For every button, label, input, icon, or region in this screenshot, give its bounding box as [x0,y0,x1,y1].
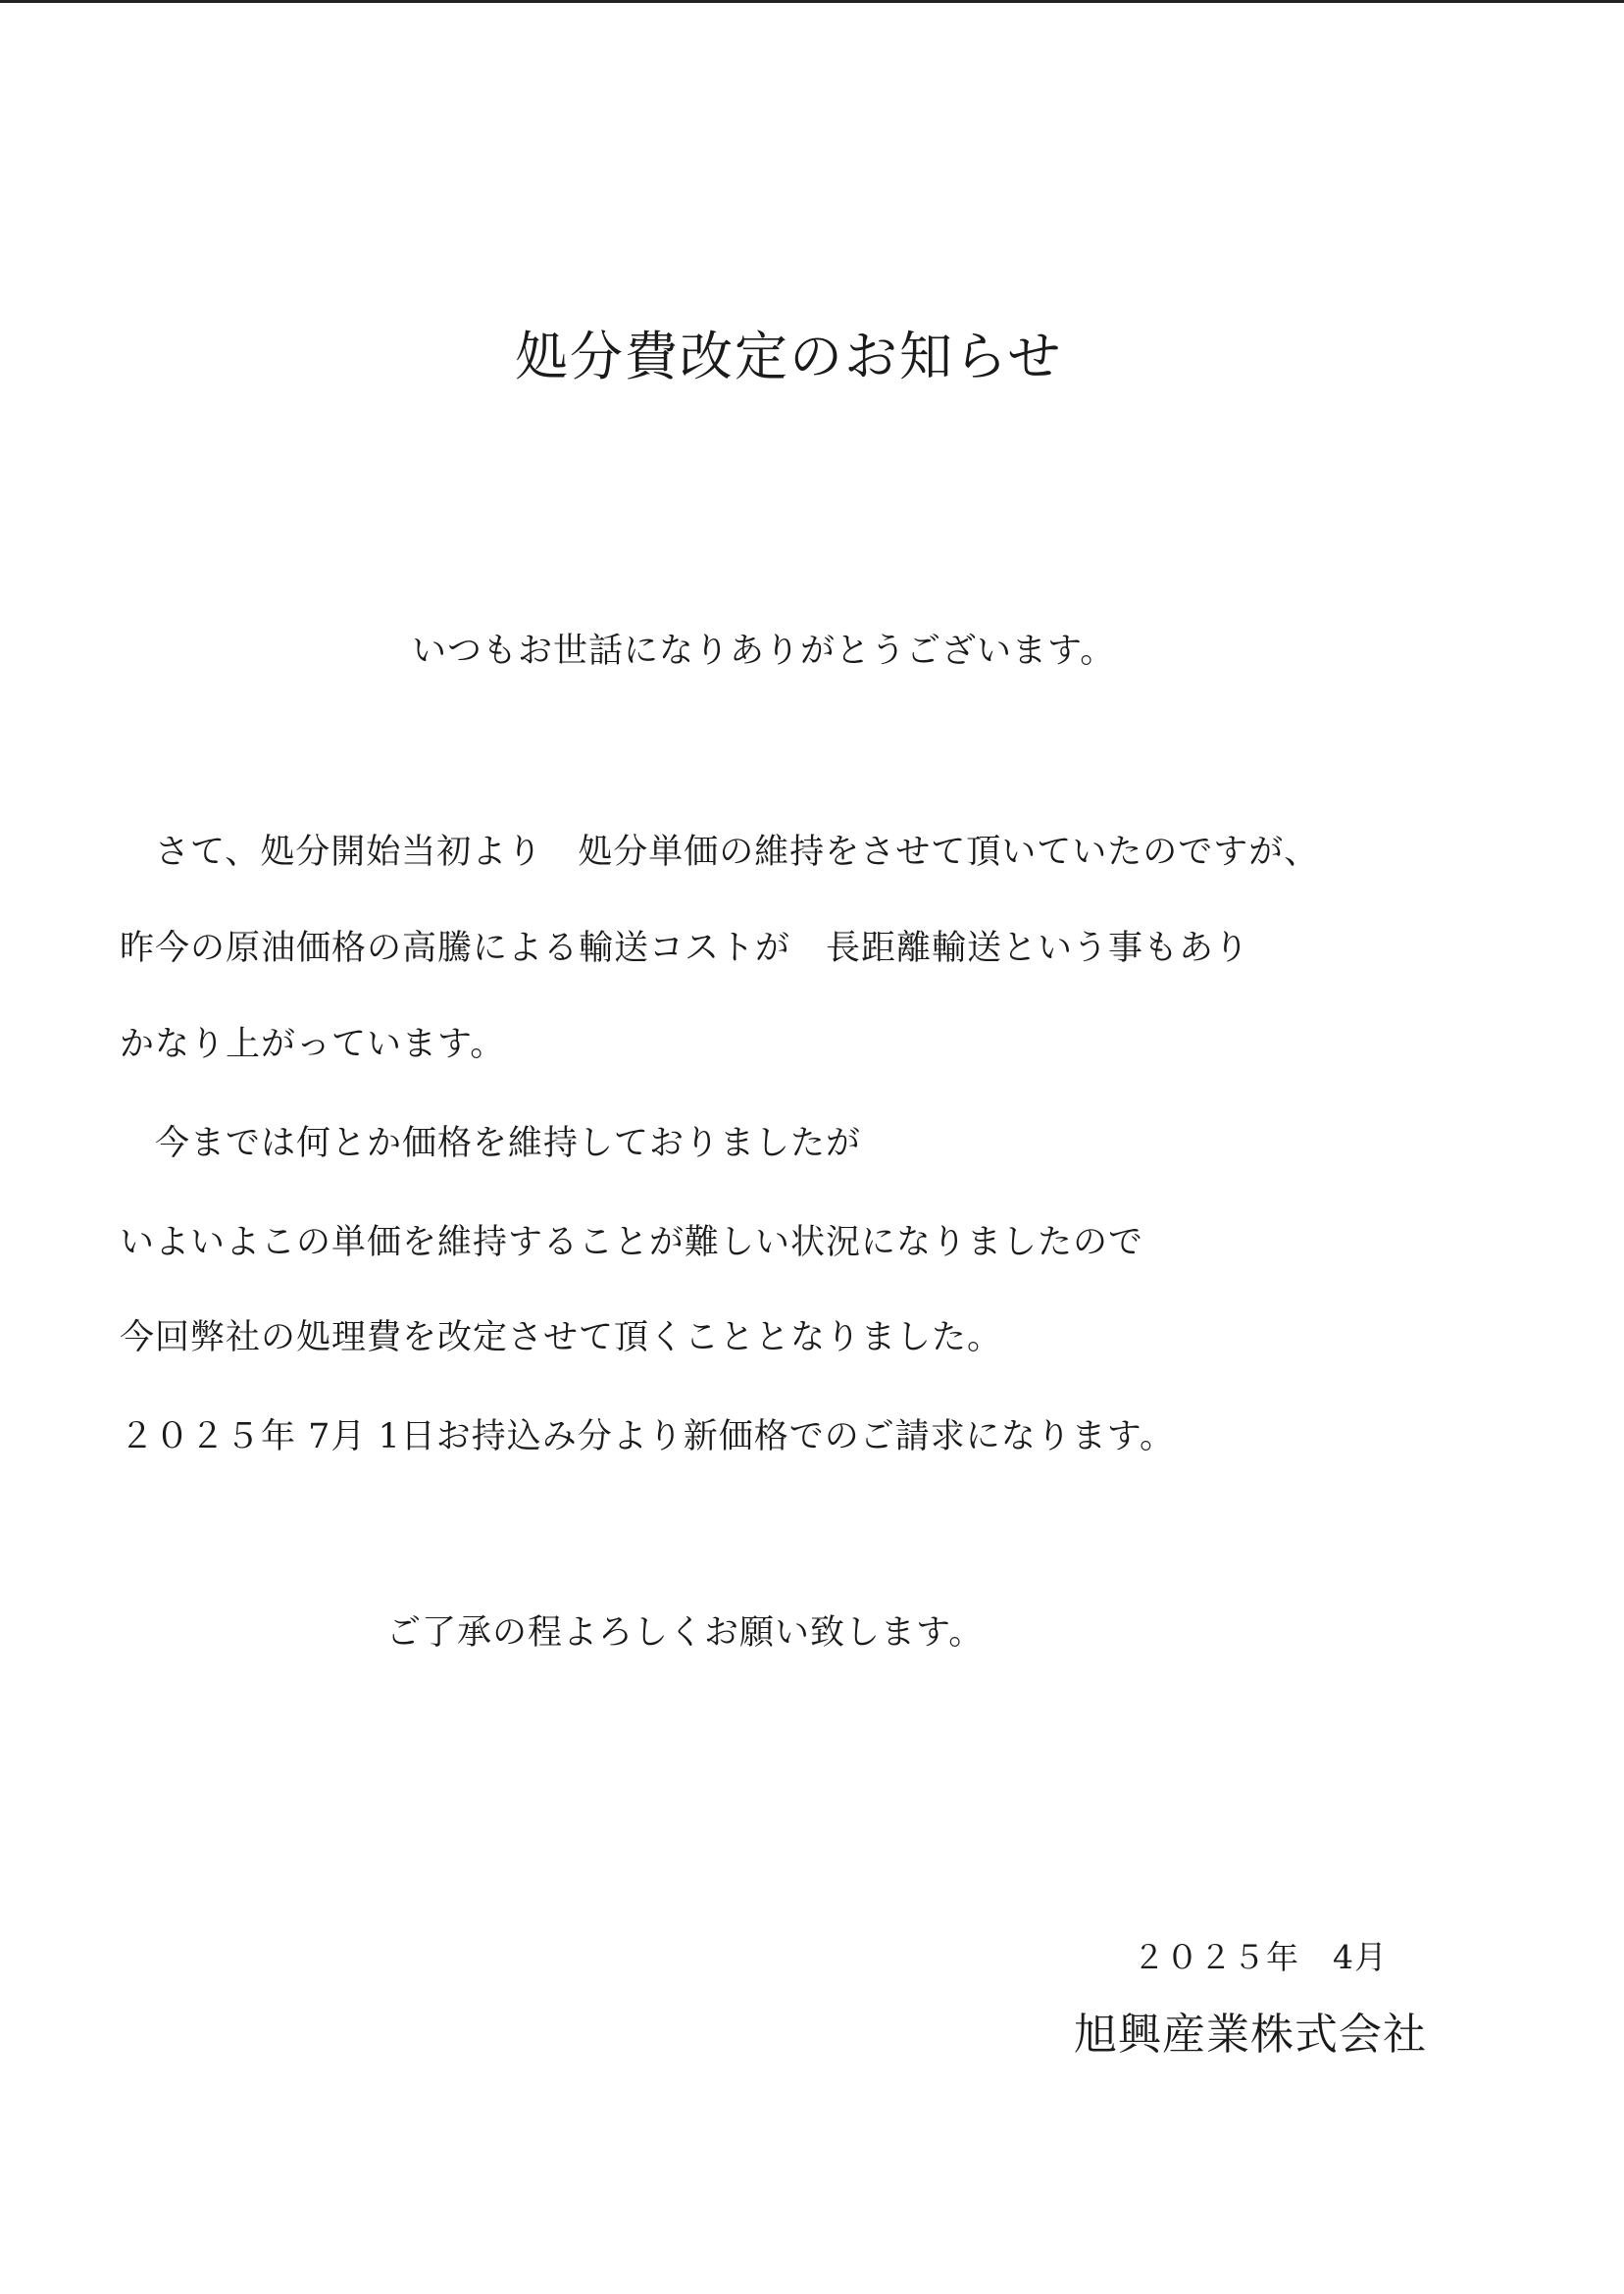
notice-title: 処分費改定のお知らせ [515,326,1063,387]
body-line-6: 今回弊社の処理費を改定させて頂くこととなりました。 [120,1318,1003,1357]
closing-text: ご了承の程よろしくお願い致します。 [386,1613,985,1653]
body-line-7: ２０２５年 7月 1日お持込み分より新価格でのご請求になります。 [120,1417,1175,1456]
body-line-5: いよいよこの単価を維持することが難しい状況になりましたので [120,1223,1144,1262]
body-line-1: さて、処分開始当初より 処分単価の維持をさせて頂いていたのですが、 [120,833,1320,872]
body-line-4: 今までは何とか価格を維持しておりましたが [120,1124,862,1163]
company-name: 旭興産業株式会社 [1074,2010,1427,2060]
body-line-2: 昨今の原油価格の高騰による輸送コストが 長距離輸送という事もあり [120,929,1250,968]
body-line-3: かなり上がっています。 [120,1025,506,1064]
greeting-text: いつもお世話になりありがとうございます。 [412,632,1116,671]
scan-top-edge [0,0,1624,3]
issue-date: ２０２５年 4月 [1133,1938,1388,1976]
